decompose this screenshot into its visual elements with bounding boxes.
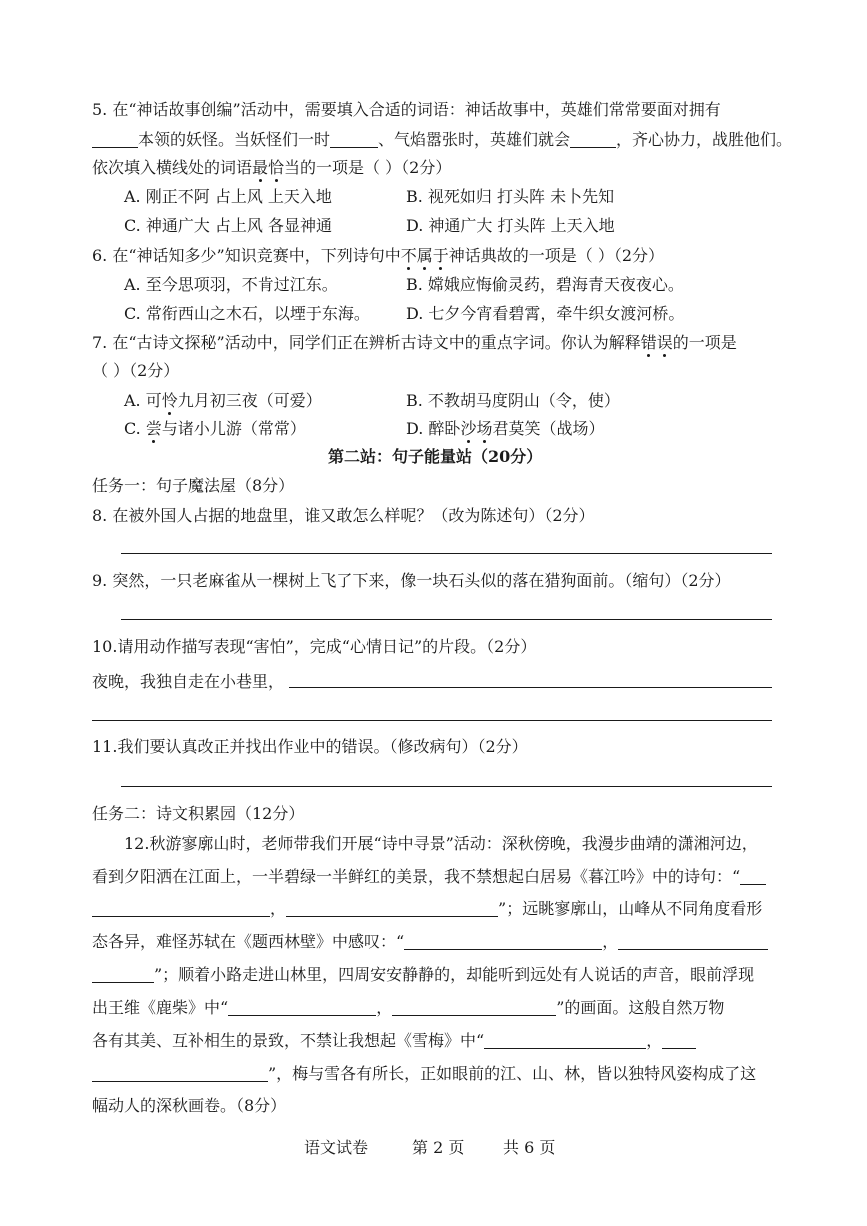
- emphasis-dot-char: 尝: [145, 419, 162, 438]
- q12-line8: [92, 1063, 756, 1083]
- q12-line3: [92, 898, 762, 918]
- emphasis-dot-char: 场: [476, 419, 493, 438]
- q12-text-2: 看到夕阳洒在江面上，一半碧绿一半鲜红的美景，我不禁想起白居易《暮江吟》中的诗句：“: [92, 867, 741, 886]
- q7-option-c[interactable]: [124, 419, 306, 438]
- q10-answer-line-2[interactable]: [92, 720, 772, 721]
- q11-answer-line[interactable]: [121, 786, 772, 787]
- q12-text-5: ”；顺着小路走进山林里，四周安安静静的，却能听到远处有人说话的声音，眼前浮现: [154, 965, 755, 984]
- q12-line9: 幅动人的深秋画卷。（8分）: [92, 1096, 287, 1115]
- q12-text-6: 出王维《鹿柴》中“: [92, 998, 229, 1017]
- q9-answer-line[interactable]: [121, 619, 772, 620]
- q12-blank-4b[interactable]: [92, 964, 154, 983]
- emphasis-dot-char: 属: [416, 246, 433, 265]
- emphasis-dot-char: 不: [400, 246, 417, 265]
- q12-sep-2: ，: [602, 932, 619, 951]
- q5-option-d[interactable]: D. 神通广大 打头阵 上天入地: [406, 216, 615, 235]
- emphasis-dot-char: 误: [656, 333, 673, 352]
- q8-answer-line[interactable]: [121, 553, 772, 554]
- section-heading-station2: 第二站：句子能量站（20分）: [328, 447, 543, 466]
- q7-a-text2: 九月初三夜（可爱）: [177, 391, 322, 410]
- q5-text-e: 当的一项是（ ）（2分）: [284, 158, 452, 177]
- footer-page-number: 第 2 页: [412, 1138, 465, 1157]
- q12-blank-6[interactable]: [392, 997, 556, 1016]
- q12-line6: [92, 997, 724, 1017]
- q12-blank-8b[interactable]: [92, 1063, 268, 1082]
- footer-total-pages: 共 6 页: [503, 1138, 556, 1157]
- q6-option-c[interactable]: C. 常衔西山之木石，以堙于东海。: [124, 304, 370, 323]
- q10-stem: 10.请用动作描写表现“害怕”，完成“心情日记”的片段。（2分）: [92, 637, 537, 656]
- q7-text-a: 7. 在“古诗文探秘”活动中，同学们正在辨析古诗文中的重点字词。你认为解释: [92, 333, 641, 352]
- q7-d-text1: D. 醉卧: [406, 419, 461, 438]
- q12-blank-2[interactable]: [286, 898, 498, 917]
- q7-a-text1: A. 可: [124, 391, 162, 410]
- q5-text-a: 本领的妖怪。当妖怪们一时: [138, 130, 331, 149]
- q5-option-c[interactable]: C. 神通广大 占上风 各显神通: [124, 216, 333, 235]
- q6-option-a[interactable]: A. 至今思项羽，不肯过江东。: [124, 275, 338, 294]
- emphasis-dot-char: 最: [252, 158, 269, 177]
- q7-option-d[interactable]: [406, 419, 604, 438]
- q5-line3: [92, 158, 451, 177]
- emphasis-dot-char: 怜: [161, 391, 178, 410]
- q12-blank-1a[interactable]: [740, 866, 766, 885]
- q11-stem: 11.我们要认真改正并找出作业中的错误。（修改病句）（2分）: [92, 737, 528, 756]
- q12-sep-1: ，: [270, 899, 287, 918]
- q5-blank-3[interactable]: [570, 129, 616, 148]
- q5-blank-2[interactable]: [330, 129, 378, 148]
- q6-line1: [92, 246, 664, 265]
- q12-blank-3[interactable]: [404, 931, 602, 950]
- q12-blank-4a[interactable]: [618, 931, 768, 950]
- q12-line1: 12.秋游寥廓山时，老师带我们开展“诗中寻景”活动：深秋傍晚，我漫步曲靖的潇湘河边，: [124, 834, 758, 853]
- emphasis-dot-char: 沙: [460, 419, 477, 438]
- q12-blank-8a[interactable]: [662, 1030, 696, 1049]
- q7-d-text2: 君莫笑（战场）: [492, 419, 605, 438]
- q6-option-d[interactable]: D. 七夕今宵看碧霄，牵牛织女渡河桥。: [406, 304, 685, 323]
- q12-text-3: ”；远眺寥廓山，山峰从不同角度看形: [498, 899, 763, 918]
- q7-text-b: 的一项是: [672, 333, 737, 352]
- task2-heading: 任务二：诗文积累园（12分）: [92, 804, 305, 823]
- q8-stem: 8. 在被外国人占据的地盘里，谁又敢怎么样呢？（改为陈述句）（2分）: [92, 506, 595, 525]
- footer-subject: 语文试卷: [304, 1138, 369, 1157]
- q7-option-b[interactable]: B. 不教胡马度阴山（令，使）: [406, 391, 620, 410]
- q12-text-4: 态各异，难怪苏轼在《题西林壁》中感叹：“: [92, 932, 405, 951]
- q12-text-6c: ”的画面。这般自然万物: [556, 998, 725, 1017]
- q12-line5: [92, 964, 754, 984]
- q12-line2: [92, 866, 766, 886]
- q9-stem: 9. 突然，一只老麻雀从一棵树上飞了下来，像一块石头似的落在猎狗面前。（缩句）（2分）: [92, 571, 731, 590]
- q12-line4: [92, 931, 768, 951]
- q6-option-b[interactable]: B. 嫦娥应悔偷灵药，碧海青天夜夜心。: [406, 275, 684, 294]
- q12-sep-3: ，: [376, 998, 393, 1017]
- q7-line1: [92, 333, 737, 352]
- q12-blank-1b[interactable]: [92, 898, 270, 917]
- q7-c-text1: C.: [124, 419, 146, 438]
- q12-sep-4: ，: [646, 1031, 663, 1050]
- emphasis-dot-char: 恰: [268, 158, 285, 177]
- q5-text-b: 、气焰嚣张时，英雄们就会: [378, 130, 571, 149]
- task1-heading: 任务一：句子魔法屋（8分）: [92, 476, 295, 495]
- q7-line2: （ ）（2分）: [92, 361, 180, 380]
- q5-option-a[interactable]: A. 刚正不阿 占上风 上天入地: [124, 187, 332, 206]
- emphasis-dot-char: 于: [432, 246, 449, 265]
- q6-text-b: 神话典故的一项是（ ）（2分）: [448, 246, 665, 265]
- q6-text-a: 6. 在“神话知多少”知识竞赛中，下列诗句中: [92, 246, 401, 265]
- q5-stem-text: 5. 在“神话故事创编”活动中，需要填入合适的词语：神话故事中，英雄们常常要面对拥有: [92, 100, 721, 119]
- q7-c-text2: 与诸小儿游（常常）: [161, 419, 306, 438]
- q10-answer-line-1[interactable]: [289, 687, 772, 688]
- emphasis-dot-char: 错: [640, 333, 657, 352]
- q5-option-b[interactable]: B. 视死如归 打头阵 未卜先知: [406, 187, 615, 206]
- q12-blank-5[interactable]: [228, 997, 376, 1016]
- q12-blank-7[interactable]: [484, 1030, 646, 1049]
- q5-line2: [92, 129, 792, 149]
- q12-line7: [92, 1030, 696, 1050]
- q5-text-c: ，齐心协力，战胜他们。: [616, 130, 793, 149]
- q5-text-d: 依次填入横线处的词语: [92, 158, 253, 177]
- q12-text-7: 各有其美、互补相生的景致，不禁让我想起《雪梅》中“: [92, 1031, 485, 1050]
- q5-line1: [92, 100, 721, 119]
- q12-text-8: ”，梅与雪各有所长，正如眼前的江、山、林，皆以独特风姿构成了这: [268, 1064, 757, 1083]
- q10-prompt: 夜晚，我独自走在小巷里，: [92, 672, 285, 691]
- q7-option-a[interactable]: [124, 391, 322, 410]
- q5-blank-1[interactable]: [92, 129, 138, 148]
